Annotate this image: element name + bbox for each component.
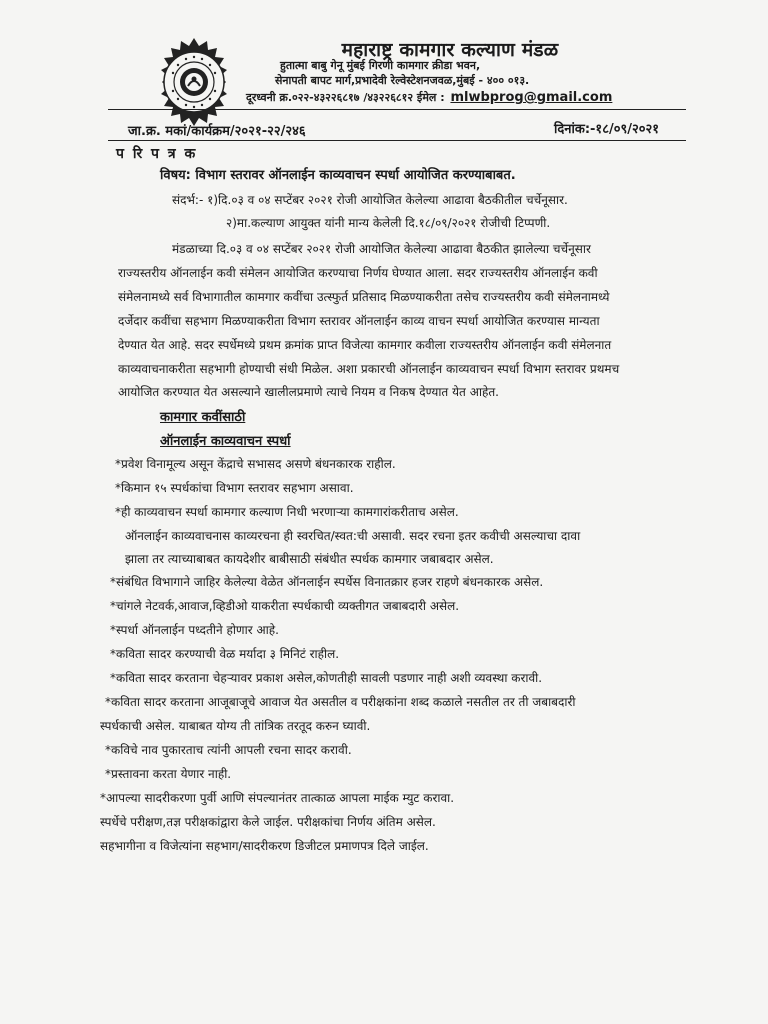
body-line: आयोजित करण्यात येत असल्याने खालीलप्रमाणे त्याचे नियम व निकष देण्यात येत आहेत.: [118, 385, 499, 399]
contact-line: [246, 90, 612, 105]
rule-item: सहभागीना व विजेत्यांना सहभाग/सादरीकरण डिजीटल प्रमाणपत्र दिले जाईल.: [100, 839, 429, 853]
section-heading-poets: कामगार कवींसाठी: [160, 410, 246, 425]
header-divider: [108, 109, 686, 110]
body-line: राज्यस्तरीय ऑनलाईन कवी संमेलन आयोजित करण्याचा निर्णय घेण्यात आला. सदर राज्यस्तरीय ऑनलाईन कवी: [118, 266, 598, 280]
reference-1: संदर्भ:- १)दि.०३ व ०४ सप्टेंबर २०२१ रोजी आयोजित केलेल्या आढावा बैठकीतील चर्चेनूसार.: [172, 193, 568, 207]
rule-item: *स्पर्धा ऑनलाईन पध्दतीने होणार आहे.: [110, 623, 279, 637]
org-name-heading: महाराष्ट्र कामगार कल्याण मंडळ: [341, 39, 559, 61]
rule-item: स्पर्धकाची असेल. याबाबत योग्य ती तांत्रिक तरतूद करुन घ्यावी.: [100, 719, 371, 733]
rule-item: *चांगले नेटवर्क,आवाज,व्हिडीओ याकरीता स्पर्धकाची व्यक्तीगत जबाबदारी असेल.: [110, 599, 460, 613]
meta-divider: [108, 140, 686, 141]
rule-item: *प्रस्तावना करता येणार नाही.: [105, 767, 232, 781]
rule-item: *कविता सादर करण्याची वेळ मर्यादा ३ मिनिटं राहील.: [110, 647, 340, 661]
phone-text: दूरध्वनी क्र.०२२-४३२२६८१७ /४३२२६८१२ ईमेल :: [246, 91, 445, 104]
body-line: काव्यवाचनाकरीता सहभागी होण्याची संधी मिळेल. अशा प्रकारची ऑनलाईन काव्यवाचन स्पर्धा विभाग स्तरावर प्रथमच: [118, 362, 620, 376]
rule-item: *किमान १५ स्पर्धकांचा विभाग स्तरावर सहभाग असावा.: [115, 481, 354, 495]
issue-date: दिनांक:-१८/०९/२०२१: [554, 122, 660, 137]
rule-item: *प्रवेश विनामूल्य असून केंद्राचे सभासद असणे बंधनकारक राहील.: [115, 457, 396, 471]
body-line: दर्जेदार कवींचा सहभाग मिळण्याकरीता विभाग स्तरावर ऑनलाईन काव्य वाचन स्पर्धा आयोजित करण्यास मान्यता: [118, 314, 600, 328]
rule-item: *आपल्या सादरीकरणा पुर्वी आणि संपल्यानंतर तात्काळ आपला माईक म्युट करावा.: [100, 791, 455, 805]
reference-2: २)मा.कल्याण आयुक्त यांनी मान्य केलेली दि.१८/०९/२०२१ रोजीची टिप्पणी.: [226, 216, 551, 230]
rule-item: स्पर्धेचे परीक्षण,तज्ञ परीक्षकांद्वारा केले जाईल. परीक्षकांचा निर्णय अंतिम असेल.: [100, 815, 436, 829]
body-line: संमेलनामध्ये सर्व विभागातील कामगार कवींचा उत्स्फुर्त प्रतिसाद मिळण्याकरीता तसेच राज्यस्तरीय कवी संमेलनामध्ये: [118, 290, 610, 304]
rule-item: *कविता सादर करताना चेहऱ्यावर प्रकाश असेल,कोणतीही सावली पडणार नाही अशी व्यवस्था करावी.: [110, 671, 543, 685]
rule-item: ऑनलाईन काव्यवाचनास काव्यरचना ही स्वरचित/स्वत:ची असावी. सदर रचना इतर कवीची असल्याचा दावा: [125, 529, 581, 543]
rule-item: *ही काव्यवाचन स्पर्धा कामगार कल्याण निधी भरणाऱ्या कामगारांकरीताच असेल.: [115, 505, 459, 519]
address-line-2: सेनापती बापट मार्ग,प्रभादेवी रेल्वेस्टेशनजवळ,मुंबई - ४०० ०१३.: [275, 74, 530, 87]
rule-item: झाला तर त्याच्याबाबत कायदेशीर बाबीसाठी संबंधीत स्पर्धक कामगार जबाबदार असेल.: [125, 552, 494, 566]
rule-item: *कविता सादर करताना आजूबाजूचे आवाज येत असतील व परीक्षकांना शब्द कळाले नसतील तर ती जबाबदारी: [105, 695, 576, 709]
rule-item: *कविचे नाव पुकारताच त्यांनी आपली रचना सादर करावी.: [105, 743, 352, 757]
email-link[interactable]: mlwbprog@gmail.com: [450, 90, 613, 105]
document-type-heading: प रि प त्र क: [116, 146, 198, 162]
rule-item: *संबंधित विभागाने जाहिर केलेल्या वेळेत ऑनलाईन स्पर्धेस विनातक्रार हजर राहणे बंधनकारक असेल.: [110, 575, 544, 589]
reference-number: जा.क्र. मकां/कार्यक्रम/२०२१-२२/२४६: [128, 124, 306, 139]
board-emblem-logo: [148, 36, 240, 128]
body-line: देण्यात येत आहे. सदर स्पर्धेमध्ये प्रथम क्रमांक प्राप्त विजेत्या कामगार कवीला राज्यस्तरीय ऑनलाईन कवी संमेलनात: [118, 338, 612, 352]
address-line-1: हुतात्मा बाबु गेनू मुंबई गिरणी कामगार क्रीडा भवन,: [280, 59, 481, 72]
subject-line: विषय: विभाग स्तरावर ऑनलाईन काव्यवाचन स्पर्धा आयोजित करण्याबाबत.: [160, 168, 516, 183]
section-heading-competition: ऑनलाईन काव्यवाचन स्पर्धा: [160, 434, 291, 449]
body-line: मंडळाच्या दि.०३ व ०४ सप्टेंबर २०२१ रोजी आयोजित केलेल्या आढावा बैठकीत झालेल्या चर्चेनूसार: [172, 242, 591, 256]
